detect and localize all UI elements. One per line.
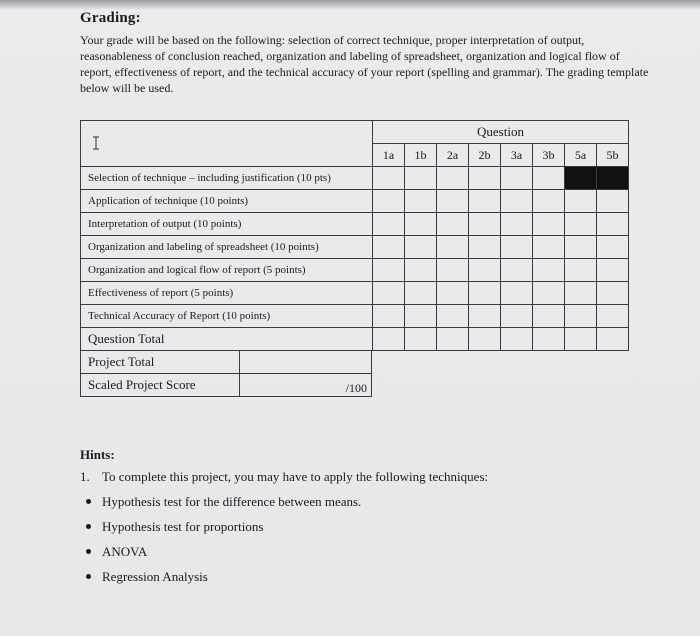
score-cell[interactable]: [565, 282, 597, 305]
project-total-row: [81, 351, 372, 374]
score-cell[interactable]: [437, 305, 469, 328]
bullet-icon: [86, 549, 91, 554]
col-header: 2a: [437, 144, 469, 167]
score-cell[interactable]: [469, 259, 501, 282]
total-cell[interactable]: [373, 328, 405, 351]
criterion-label: Organization and labeling of spreadsheet (10 points): [81, 236, 373, 259]
score-cell[interactable]: [469, 305, 501, 328]
score-cell[interactable]: [597, 236, 629, 259]
score-cell[interactable]: [405, 167, 437, 190]
hints-title: Hints:: [80, 447, 115, 462]
score-cell[interactable]: [501, 167, 533, 190]
score-cell[interactable]: [469, 236, 501, 259]
score-cell[interactable]: [501, 259, 533, 282]
blocked-cell: [597, 167, 629, 190]
score-cell[interactable]: [565, 190, 597, 213]
bullet-icon: [86, 574, 91, 579]
criterion-row: [81, 190, 629, 213]
col-header: 3b: [533, 144, 565, 167]
project-score-table: [80, 350, 372, 397]
criterion-label: Technical Accuracy of Report (10 points): [81, 305, 373, 328]
col-header: 1a: [373, 144, 405, 167]
corner-cell: [81, 121, 373, 167]
bullet-item: [80, 544, 488, 569]
hint-item-1: [80, 469, 488, 494]
criterion-label: Selection of technique – including justification (10 pts): [81, 167, 373, 190]
bullet-text: Hypothesis test for proportions: [102, 519, 264, 534]
score-cell[interactable]: [437, 190, 469, 213]
bullet-text: Regression Analysis: [102, 569, 208, 584]
score-cell[interactable]: [373, 305, 405, 328]
score-cell[interactable]: [373, 167, 405, 190]
total-cell[interactable]: [469, 328, 501, 351]
grading-table: [80, 120, 629, 351]
col-header: 2b: [469, 144, 501, 167]
score-cell[interactable]: [501, 305, 533, 328]
score-cell[interactable]: [437, 213, 469, 236]
total-cell[interactable]: [597, 328, 629, 351]
score-cell[interactable]: [469, 167, 501, 190]
criterion-row: [81, 305, 629, 328]
score-cell[interactable]: [501, 236, 533, 259]
total-cell[interactable]: [533, 328, 565, 351]
question-total-label: Question Total: [81, 328, 373, 351]
score-cell[interactable]: [501, 282, 533, 305]
score-cell[interactable]: [597, 190, 629, 213]
criterion-row: [81, 282, 629, 305]
grading-heading: Grading:: [80, 10, 141, 26]
score-cell[interactable]: [533, 282, 565, 305]
score-cell[interactable]: [501, 213, 533, 236]
score-cell[interactable]: [565, 236, 597, 259]
score-cell[interactable]: [437, 167, 469, 190]
blocked-cell: [565, 167, 597, 190]
score-cell[interactable]: [437, 259, 469, 282]
score-cell[interactable]: [597, 305, 629, 328]
score-cell[interactable]: [373, 236, 405, 259]
score-cell[interactable]: [469, 190, 501, 213]
score-cell[interactable]: [597, 282, 629, 305]
grading-intro: Your grade will be based on the following: selection of correct technique, proper interpretation of output, reasonableness of conclusion reached, organization and labeling of spreadsheet, organization and logical flow of report, effectiveness of report, and the technical accuracy of your report (spelling and grammar). The grading template below will be used.: [80, 33, 649, 95]
score-cell[interactable]: [533, 190, 565, 213]
criterion-row: [81, 167, 629, 190]
criterion-label: Interpretation of output (10 points): [81, 213, 373, 236]
col-header: 1b: [405, 144, 437, 167]
criterion-label: Application of technique (10 points): [81, 190, 373, 213]
score-cell[interactable]: [469, 213, 501, 236]
score-cell[interactable]: [501, 190, 533, 213]
criterion-row: [81, 213, 629, 236]
score-cell[interactable]: [405, 236, 437, 259]
bullet-text: ANOVA: [102, 544, 148, 559]
scaled-score-row: [81, 374, 372, 397]
col-header: 5a: [565, 144, 597, 167]
scaled-score-label: Scaled Project Score: [81, 374, 240, 397]
header-row-1: [81, 121, 629, 144]
score-cell[interactable]: [405, 259, 437, 282]
score-cell[interactable]: [469, 282, 501, 305]
total-cell[interactable]: [437, 328, 469, 351]
total-cell[interactable]: [565, 328, 597, 351]
score-cell[interactable]: [373, 259, 405, 282]
score-cell[interactable]: [565, 305, 597, 328]
grading-table-wrap: [80, 120, 629, 397]
score-cell[interactable]: [405, 213, 437, 236]
score-cell[interactable]: [373, 282, 405, 305]
score-cell[interactable]: [533, 259, 565, 282]
criterion-label: Organization and logical flow of report (5 points): [81, 259, 373, 282]
criterion-row: [81, 259, 629, 282]
score-cell[interactable]: [373, 213, 405, 236]
scaled-score-value[interactable]: /100: [240, 374, 372, 397]
score-cell[interactable]: [373, 190, 405, 213]
total-cell[interactable]: [501, 328, 533, 351]
hint-number: 1.: [80, 469, 90, 484]
bullet-item: [80, 569, 488, 594]
score-cell[interactable]: [533, 167, 565, 190]
score-cell[interactable]: [405, 305, 437, 328]
score-cell[interactable]: [597, 213, 629, 236]
score-cell[interactable]: [533, 236, 565, 259]
score-cell[interactable]: [597, 259, 629, 282]
bullet-item: [80, 494, 488, 519]
col-header: 3a: [501, 144, 533, 167]
score-cell[interactable]: [565, 259, 597, 282]
bullet-text: Hypothesis test for the difference between means.: [102, 494, 362, 509]
score-cell[interactable]: [405, 190, 437, 213]
bullet-item: [80, 519, 488, 544]
score-cell[interactable]: [533, 305, 565, 328]
question-header: Question: [373, 121, 629, 144]
top-shadow: [0, 0, 700, 10]
score-cell[interactable]: [437, 236, 469, 259]
col-header: 5b: [597, 144, 629, 167]
bullet-icon: [86, 524, 91, 529]
bullet-icon: [86, 499, 91, 504]
text-cursor-icon: [91, 136, 101, 150]
score-cell[interactable]: [437, 282, 469, 305]
hint-text: To complete this project, you may have to apply the following techniques:: [102, 469, 489, 484]
score-cell[interactable]: [533, 213, 565, 236]
score-cell[interactable]: [405, 282, 437, 305]
criterion-row: [81, 236, 629, 259]
question-total-row: [81, 328, 629, 351]
score-cell[interactable]: [565, 213, 597, 236]
project-total-value[interactable]: [240, 351, 372, 374]
total-cell[interactable]: [405, 328, 437, 351]
project-total-label: Project Total: [81, 351, 240, 374]
criterion-label: Effectiveness of report (5 points): [81, 282, 373, 305]
hints-section: [80, 447, 488, 594]
